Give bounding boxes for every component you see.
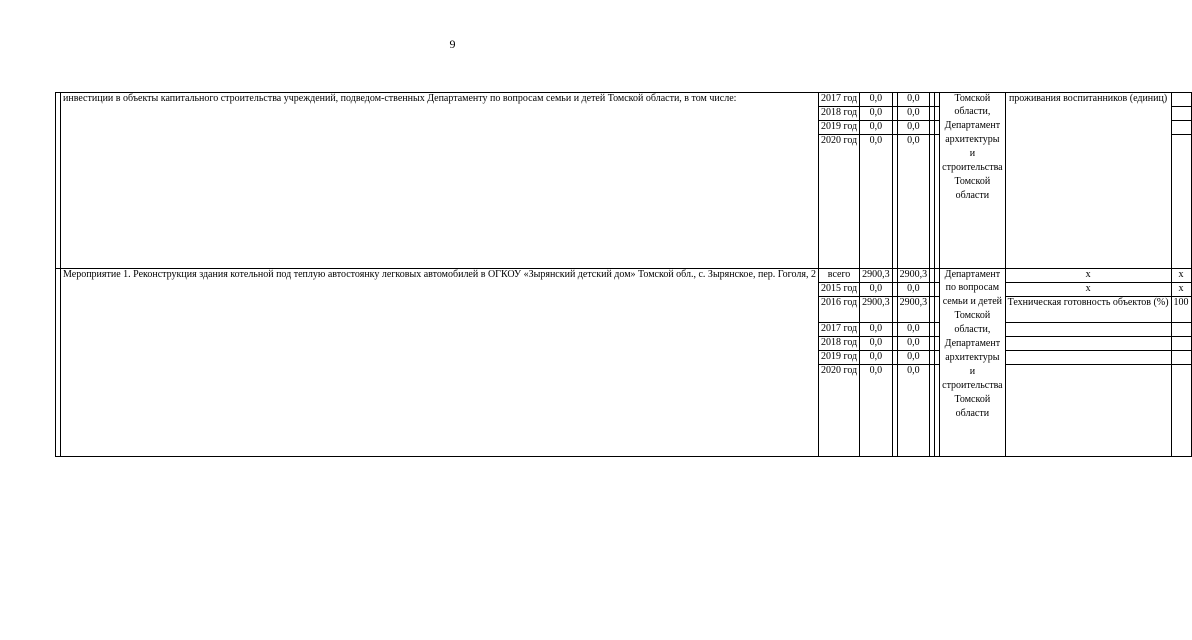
value-cell: х [1171, 269, 1191, 283]
executor-line: по вопросам [945, 282, 1000, 293]
indicator-cell: х [1005, 283, 1171, 297]
executor-line: Департамент [944, 269, 1001, 280]
year-cell: 2015 год [818, 283, 859, 297]
year-cell: 2018 год [818, 337, 859, 351]
empty-cell [935, 121, 940, 135]
indicator-cell [1005, 323, 1171, 337]
total-cell: 2900,3 [860, 269, 893, 283]
value-cell [1171, 365, 1191, 457]
executor-line: Томской [954, 176, 991, 187]
indicator-cell: х [1005, 269, 1171, 283]
executor-line: строительства [942, 162, 1003, 173]
budget-cell: 0,0 [897, 283, 930, 297]
empty-cell [935, 283, 940, 297]
budget-cell: 2900,3 [897, 297, 930, 323]
program-table [55, 92, 1192, 457]
budget-cell: 0,0 [897, 337, 930, 351]
empty-cell [935, 323, 940, 337]
executor-cell [940, 269, 1005, 457]
empty-cell [935, 365, 940, 457]
indicator-cell [1005, 351, 1171, 365]
total-cell: 0,0 [860, 337, 893, 351]
year-cell: 2020 год [818, 135, 859, 269]
empty-cell [935, 337, 940, 351]
table-row [56, 93, 1192, 107]
indicator-cell: Техническая готовность объектов (%) [1005, 297, 1171, 323]
total-cell: 0,0 [860, 121, 893, 135]
value-cell [1171, 135, 1191, 269]
executor-line: области [955, 408, 990, 419]
executor-line: области, [954, 324, 991, 335]
budget-cell: 0,0 [897, 107, 930, 121]
empty-cell [935, 351, 940, 365]
year-cell: 2019 год [818, 121, 859, 135]
year-cell: 2018 год [818, 107, 859, 121]
value-cell: х [1171, 283, 1191, 297]
executor-line: Томской [954, 310, 991, 321]
executor-line: строительства [942, 380, 1003, 391]
executor-line: семьи и детей [942, 296, 1002, 307]
page-number: 9 [449, 37, 456, 51]
year-cell: 2016 год [818, 297, 859, 323]
value-cell [1171, 93, 1191, 107]
budget-cell: 0,0 [897, 351, 930, 365]
executor-line: Департамент [944, 338, 1001, 349]
table-row [56, 269, 1192, 283]
empty-cell [935, 135, 940, 269]
year-cell: 2017 год [818, 323, 859, 337]
activity-name: Мероприятие 1. Реконструкция здания котельной под теплую автостоянку легковых автомобилей в ОГКОУ «Зырянский детский дом» Томской обл., с. Зырянское, пер. Гоголя, 2 [61, 269, 819, 457]
indicator-cell [1005, 365, 1171, 457]
executor-cell [940, 93, 1005, 269]
total-cell: 0,0 [860, 107, 893, 121]
budget-cell: 0,0 [897, 93, 930, 107]
budget-cell: 2900,3 [897, 269, 930, 283]
empty-cell [935, 297, 940, 323]
total-cell: 0,0 [860, 93, 893, 107]
value-cell [1171, 121, 1191, 135]
executor-line: Департамент [944, 120, 1001, 131]
year-cell: 2017 год [818, 93, 859, 107]
executor-line: архитектуры [945, 134, 1000, 145]
budget-cell: 0,0 [897, 365, 930, 457]
value-cell [1171, 351, 1191, 365]
executor-line: Томской [954, 93, 991, 104]
value-cell [1171, 323, 1191, 337]
total-cell: 0,0 [860, 323, 893, 337]
year-cell: 2020 год [818, 365, 859, 457]
total-cell: 0,0 [860, 283, 893, 297]
indicator-cell [1005, 337, 1171, 351]
budget-cell: 0,0 [897, 135, 930, 269]
value-cell [1171, 107, 1191, 121]
year-cell: 2019 год [818, 351, 859, 365]
year-cell: всего [818, 269, 859, 283]
total-cell: 0,0 [860, 365, 893, 457]
executor-line: области, [954, 106, 991, 117]
executor-line: архитектуры [945, 352, 1000, 363]
budget-cell: 0,0 [897, 323, 930, 337]
executor-line: и [969, 366, 976, 377]
value-cell: 100 [1171, 297, 1191, 323]
budget-cell: 0,0 [897, 121, 930, 135]
total-cell: 0,0 [860, 135, 893, 269]
executor-line: Томской [954, 394, 991, 405]
executor-line: и [969, 148, 976, 159]
indicator-cell: проживания воспитанников (единиц) [1005, 93, 1171, 269]
activity-name: инвестиции в объекты капитального строительства учреждений, подведом-ственных Департаменту по вопросам семьи и детей Томской области, в том числе: [61, 93, 819, 269]
total-cell: 2900,3 [860, 297, 893, 323]
total-cell: 0,0 [860, 351, 893, 365]
executor-line: области [955, 190, 990, 201]
value-cell [1171, 337, 1191, 351]
empty-cell [935, 107, 940, 121]
